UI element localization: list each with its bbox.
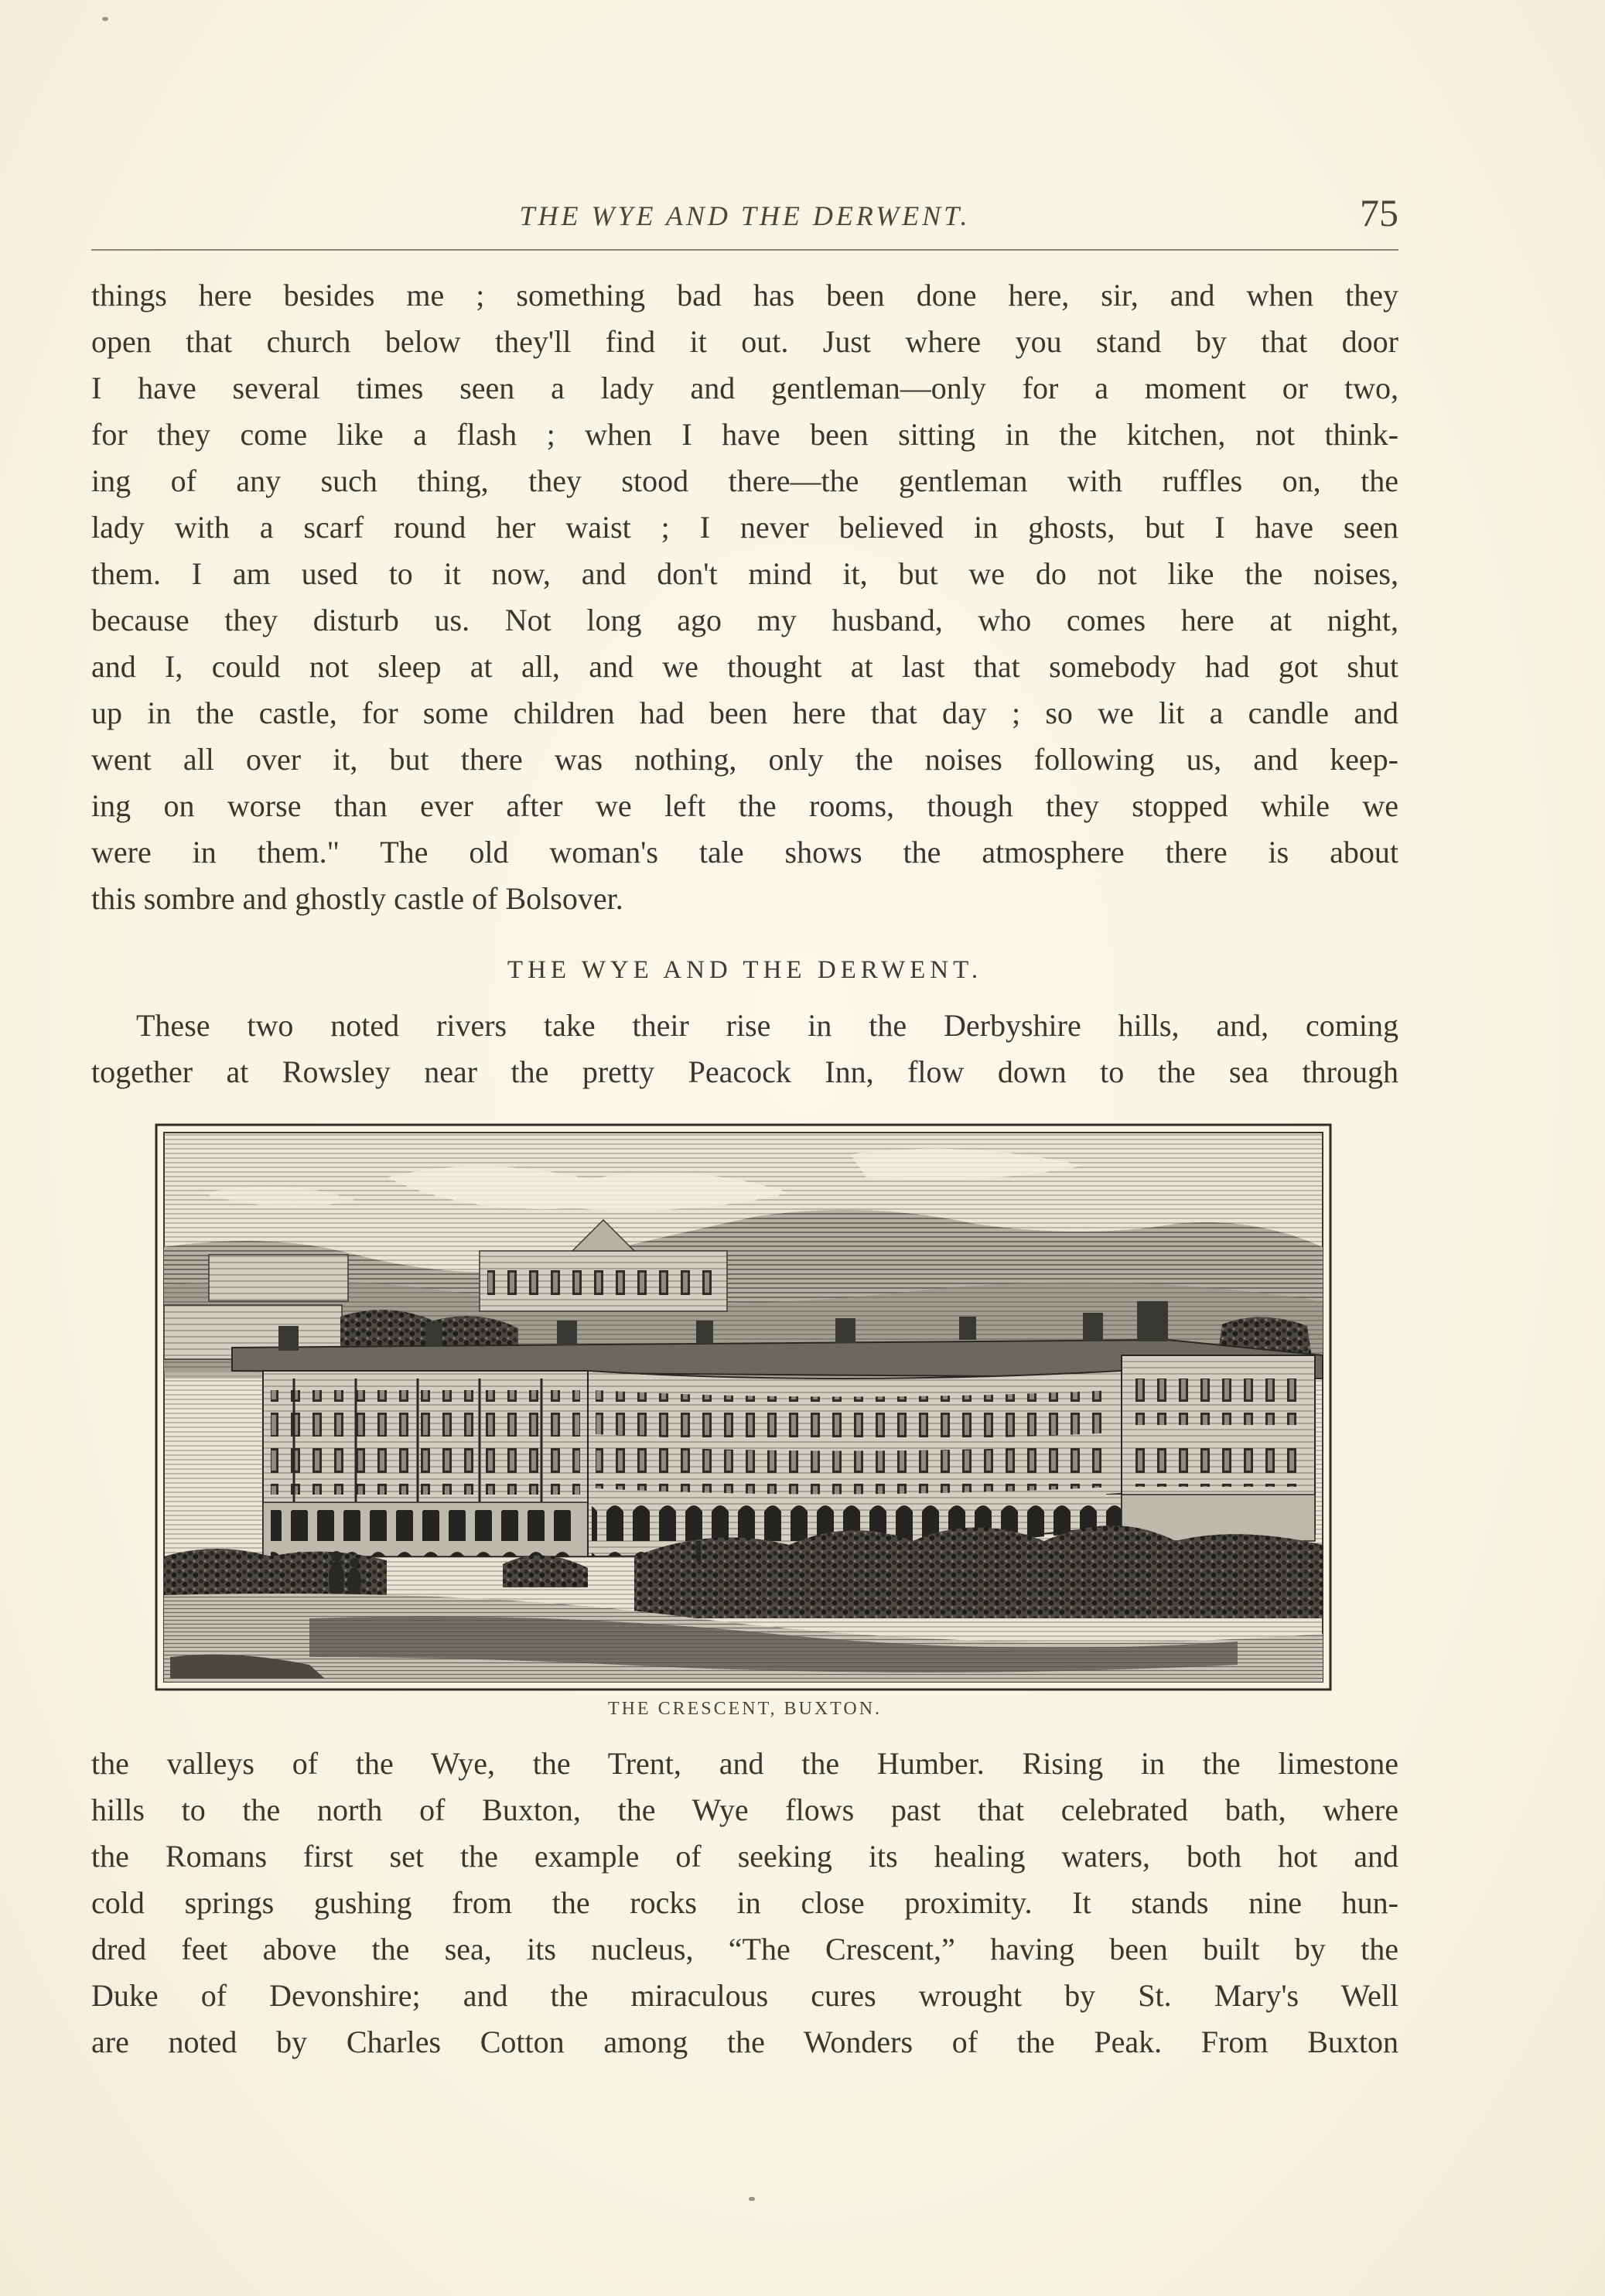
paragraph-3 (91, 1741, 1398, 2065)
page-number: 75 (1360, 191, 1398, 234)
text-line: cold springs gushing from the rocks in close proximity. It stands nine hun- (91, 1885, 1398, 1920)
text-line: ing on worse than ever after we left the rooms, though they stopped while we (91, 788, 1398, 823)
text-line: the valleys of the Wye, the Trent, and the Humber. Rising in the limestone (91, 1746, 1398, 1781)
text-line: open that church below they'll find it out. Just where you stand by that door (91, 324, 1398, 359)
text-line: went all over it, but there was nothing, only the noises following us, and keep- (91, 742, 1398, 777)
running-title: THE WYE AND THE DERWENT. (519, 200, 971, 231)
paragraph-2 (91, 1003, 1398, 1095)
text-line: These two noted rivers take their rise in the Derbyshire hills, and, coming (136, 1008, 1398, 1043)
engraving-the-crescent-buxton (155, 1123, 1332, 1691)
text-line: ing of any such thing, they stood there—the gentleman with ruffles on, the (91, 463, 1398, 498)
paragraph-1 (91, 272, 1398, 922)
figure-caption: THE CRESCENT, BUXTON. (607, 1699, 883, 1719)
section-heading: THE WYE AND THE DERWENT. (507, 956, 983, 984)
text-line: are noted by Charles Cotton among the Wonders of the Peak. From Buxton (91, 2024, 1398, 2059)
engraving-image (155, 1123, 1332, 1691)
text-line: I have several times seen a lady and gentleman—only for a moment or two, (91, 371, 1398, 405)
text-line: the Romans first set the example of seeking its healing waters, both hot and (91, 1839, 1398, 1874)
text-line: up in the castle, for some children had been here that day ; so we lit a candle and (91, 695, 1398, 730)
text-line: because they disturb us. Not long ago my husband, who comes here at night, (91, 603, 1398, 637)
print-speck (749, 2197, 755, 2201)
text-line: together at Rowsley near the pretty Peacock Inn, flow down to the sea through (91, 1054, 1398, 1089)
text-line: lady with a scarf round her waist ; I never believed in ghosts, but I have seen (91, 510, 1398, 545)
text-line: them. I am used to it now, and don't mind it, but we do not like the noises, (91, 556, 1398, 591)
text-line: things here besides me ; something bad has been done here, sir, and when they (91, 278, 1398, 313)
print-speck (102, 17, 108, 21)
text-line: this sombre and ghostly castle of Bolsover. (91, 881, 623, 916)
text-line: and I, could not sleep at all, and we thought at last that somebody had got shut (91, 649, 1398, 684)
text-line: hills to the north of Buxton, the Wye flows past that celebrated bath, where (91, 1792, 1398, 1827)
text-line: dred feet above the sea, its nucleus, “The Crescent,” having been built by the (91, 1932, 1398, 1966)
text-line: were in them." The old woman's tale shows the atmosphere there is about (91, 835, 1398, 870)
header-rule (91, 249, 1398, 251)
running-head (91, 189, 1398, 243)
text-line: for they come like a flash ; when I have been sitting in the kitchen, not think- (91, 417, 1398, 452)
text-line: Duke of Devonshire; and the miraculous cures wrought by St. Mary's Well (91, 1978, 1398, 2013)
